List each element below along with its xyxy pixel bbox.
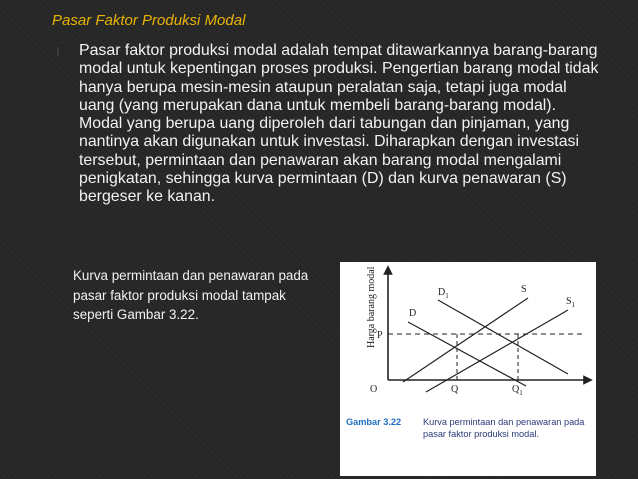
bullet-marker <box>57 47 63 56</box>
supply-demand-figure <box>340 262 596 476</box>
q1-letter: Q <box>512 384 520 395</box>
figure-caption-text: Kurva permintaan dan penawaran pada pasar faktor produksi modal. <box>423 417 585 439</box>
figure-intro-caption: Kurva permintaan dan penawaran pada pasar faktor produksi modal tampak seperti Gambar 3.22. <box>73 268 309 322</box>
d1-label <box>438 287 449 300</box>
supply-demand-diagram <box>340 262 596 412</box>
d-label: D <box>409 308 417 319</box>
figure-number: Gambar 3.22 <box>346 417 402 427</box>
d1-letter: D <box>438 287 446 298</box>
q1-subscript: 1 <box>519 389 523 397</box>
s1-subscript: 1 <box>571 301 576 309</box>
q-label: Q <box>451 384 459 395</box>
origin-label: O <box>370 384 378 395</box>
s-label: S <box>521 284 527 295</box>
s1-label <box>566 296 576 309</box>
s1-letter: S <box>566 296 572 307</box>
d1-subscript: 1 <box>445 292 449 300</box>
q1-label <box>512 384 523 397</box>
curve-d <box>408 322 526 386</box>
price-label: P <box>377 330 383 341</box>
body-paragraph: Pasar faktor produksi modal adalah tempat ditawarkannya barang-barang modal untuk kepentingan proses produksi. Pengertian barang modal tidak hanya berupa mesin-mesin ataupun peralatan saja, tetapi juga modal uang (yang merupakan dana untuk membeli barang-barang modal). Modal yang berupa uang diperoleh dari tabungan dan pinjaman, yang nantinya akan digunakan untuk investasi. Diharapkan dengan investasi tersebut, permintaan dan penawaran akan barang modal mengalami penigkatan, sehingga kurva permintaan (D) dan kurva penawaran (S) bergeser ke kanan. <box>79 42 599 206</box>
y-axis-label: Harga barang modal <box>366 266 377 348</box>
slide-title: Pasar Faktor Produksi Modal <box>52 12 246 29</box>
